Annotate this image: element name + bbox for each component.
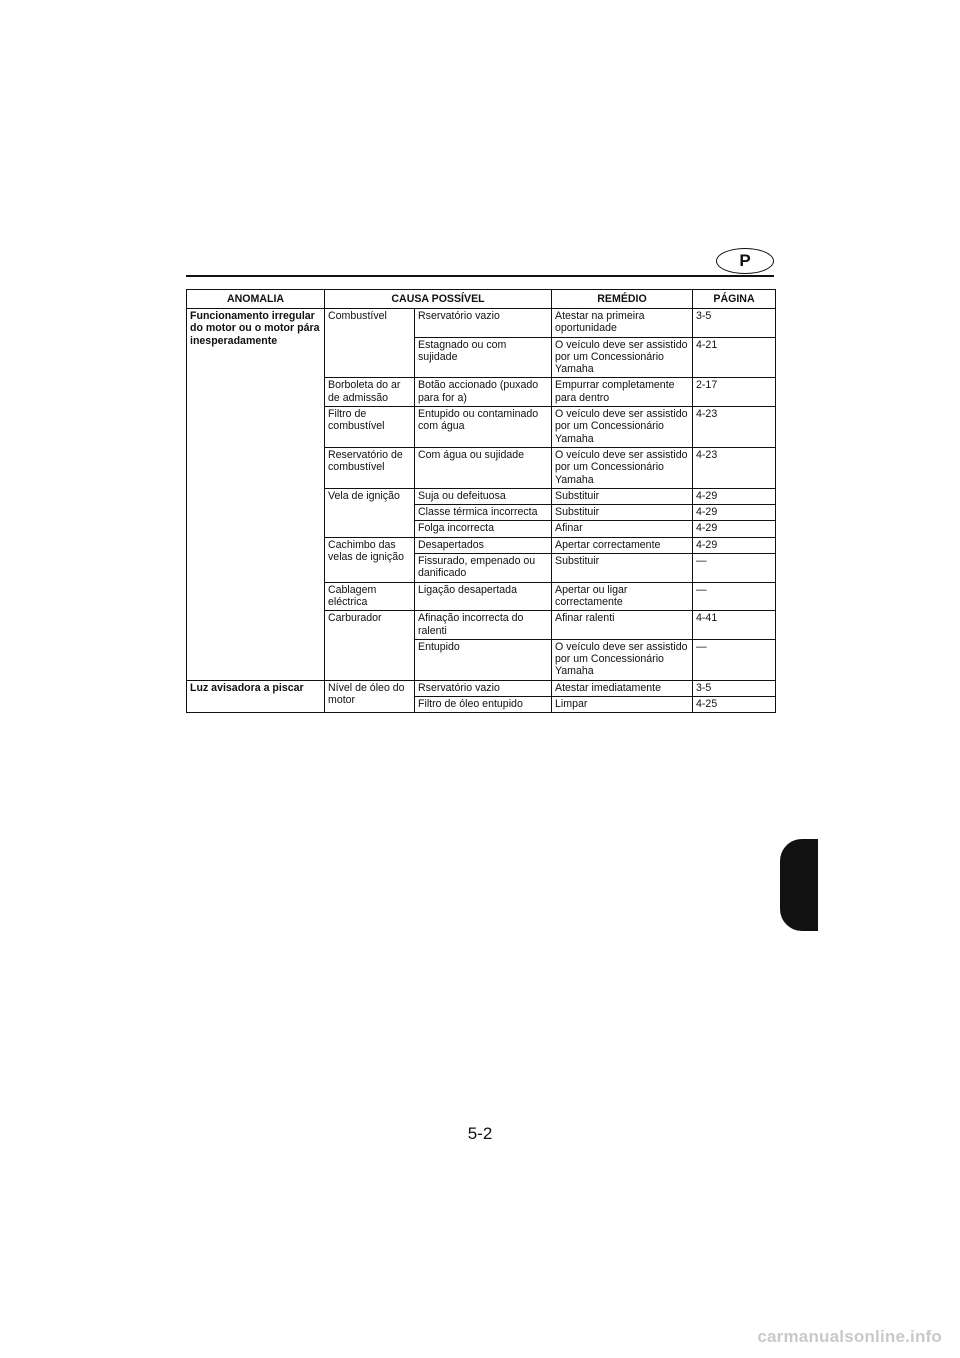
header-page: PÁGINA xyxy=(693,290,776,309)
remedy-cell: O veículo deve ser assistido por um Concessionário Yamaha xyxy=(552,337,693,378)
remedy-cell: Substituir xyxy=(552,554,693,583)
cause-cell: Rservatório vazio xyxy=(415,309,552,338)
remedy-cell: Atestar na primeira oportunidade xyxy=(552,309,693,338)
cause-cell: Com água ou sujidade xyxy=(415,447,552,488)
cause-group-cell: Filtro de combustível xyxy=(325,407,415,448)
cause-cell: Estagnado ou com sujidade xyxy=(415,337,552,378)
page-cell: — xyxy=(693,639,776,680)
page-number: 5-2 xyxy=(467,1124,493,1143)
language-badge: P xyxy=(716,248,774,274)
page-cell: — xyxy=(693,554,776,583)
cause-group-cell: Borboleta do ar de admissão xyxy=(325,378,415,407)
remedy-cell: O veículo deve ser assistido por um Concessionário Yamaha xyxy=(552,639,693,680)
remedy-cell: Afinar ralenti xyxy=(552,611,693,640)
cause-cell: Suja ou defeituosa xyxy=(415,488,552,504)
page-cell: 3-5 xyxy=(693,680,776,696)
page-cell: 4-29 xyxy=(693,521,776,537)
header-anomaly: ANOMALIA xyxy=(187,290,325,309)
page-cell: 4-29 xyxy=(693,505,776,521)
page-cell: 4-23 xyxy=(693,407,776,448)
troubleshooting-table xyxy=(186,289,776,713)
cause-group-cell: Cachimbo das velas de ignição xyxy=(325,537,415,582)
page-cell: 2-17 xyxy=(693,378,776,407)
page-cell: 4-41 xyxy=(693,611,776,640)
header-cause: CAUSA POSSÍVEL xyxy=(325,290,552,309)
remedy-cell: O veículo deve ser assistido por um Concessionário Yamaha xyxy=(552,447,693,488)
section-tab-marker xyxy=(780,839,818,931)
cause-cell: Classe térmica incorrecta xyxy=(415,505,552,521)
remedy-cell: Apertar ou ligar correctamente xyxy=(552,582,693,611)
remedy-cell: Atestar imediatamente xyxy=(552,680,693,696)
page-cell: 4-21 xyxy=(693,337,776,378)
cause-cell: Folga incorrecta xyxy=(415,521,552,537)
remedy-cell: Limpar xyxy=(552,697,693,713)
remedy-cell: Substituir xyxy=(552,488,693,504)
table-header-row xyxy=(187,290,776,309)
header-remedy: REMÉDIO xyxy=(552,290,693,309)
cause-cell: Afinação incorrecta do ralenti xyxy=(415,611,552,640)
cause-group-cell: Nível de óleo do motor xyxy=(325,680,415,713)
cause-cell: Botão accionado (puxado para for a) xyxy=(415,378,552,407)
page-cell: 4-23 xyxy=(693,447,776,488)
cause-cell: Entupido xyxy=(415,639,552,680)
header-rule xyxy=(186,275,774,277)
table-row xyxy=(187,309,776,338)
table-row xyxy=(187,680,776,696)
cause-group-cell: Vela de ignição xyxy=(325,488,415,537)
cause-cell: Filtro de óleo entupido xyxy=(415,697,552,713)
anomaly-cell: Funcionamento irregular do motor ou o motor pára inesperadamente xyxy=(187,309,325,681)
remedy-cell: Apertar correctamente xyxy=(552,537,693,553)
page-cell: 4-25 xyxy=(693,697,776,713)
cause-cell: Rservatório vazio xyxy=(415,680,552,696)
page-cell: 4-29 xyxy=(693,537,776,553)
cause-group-cell: Carburador xyxy=(325,611,415,680)
cause-group-cell: Cablagem eléctrica xyxy=(325,582,415,611)
page-cell: 4-29 xyxy=(693,488,776,504)
watermark: carmanualsonline.info xyxy=(757,1327,942,1346)
cause-group-cell: Reservatório de combustível xyxy=(325,447,415,488)
page-cell: 3-5 xyxy=(693,309,776,338)
cause-cell: Ligação desapertada xyxy=(415,582,552,611)
remedy-cell: Afinar xyxy=(552,521,693,537)
cause-group-cell: Combustível xyxy=(325,309,415,378)
remedy-cell: Empurrar completamente para dentro xyxy=(552,378,693,407)
cause-cell: Entupido ou contaminado com água xyxy=(415,407,552,448)
cause-cell: Desapertados xyxy=(415,537,552,553)
anomaly-cell: Luz avisadora a piscar xyxy=(187,680,325,713)
page-cell: — xyxy=(693,582,776,611)
remedy-cell: O veículo deve ser assistido por um Concessionário Yamaha xyxy=(552,407,693,448)
remedy-cell: Substituir xyxy=(552,505,693,521)
cause-cell: Fissurado, empenado ou danificado xyxy=(415,554,552,583)
